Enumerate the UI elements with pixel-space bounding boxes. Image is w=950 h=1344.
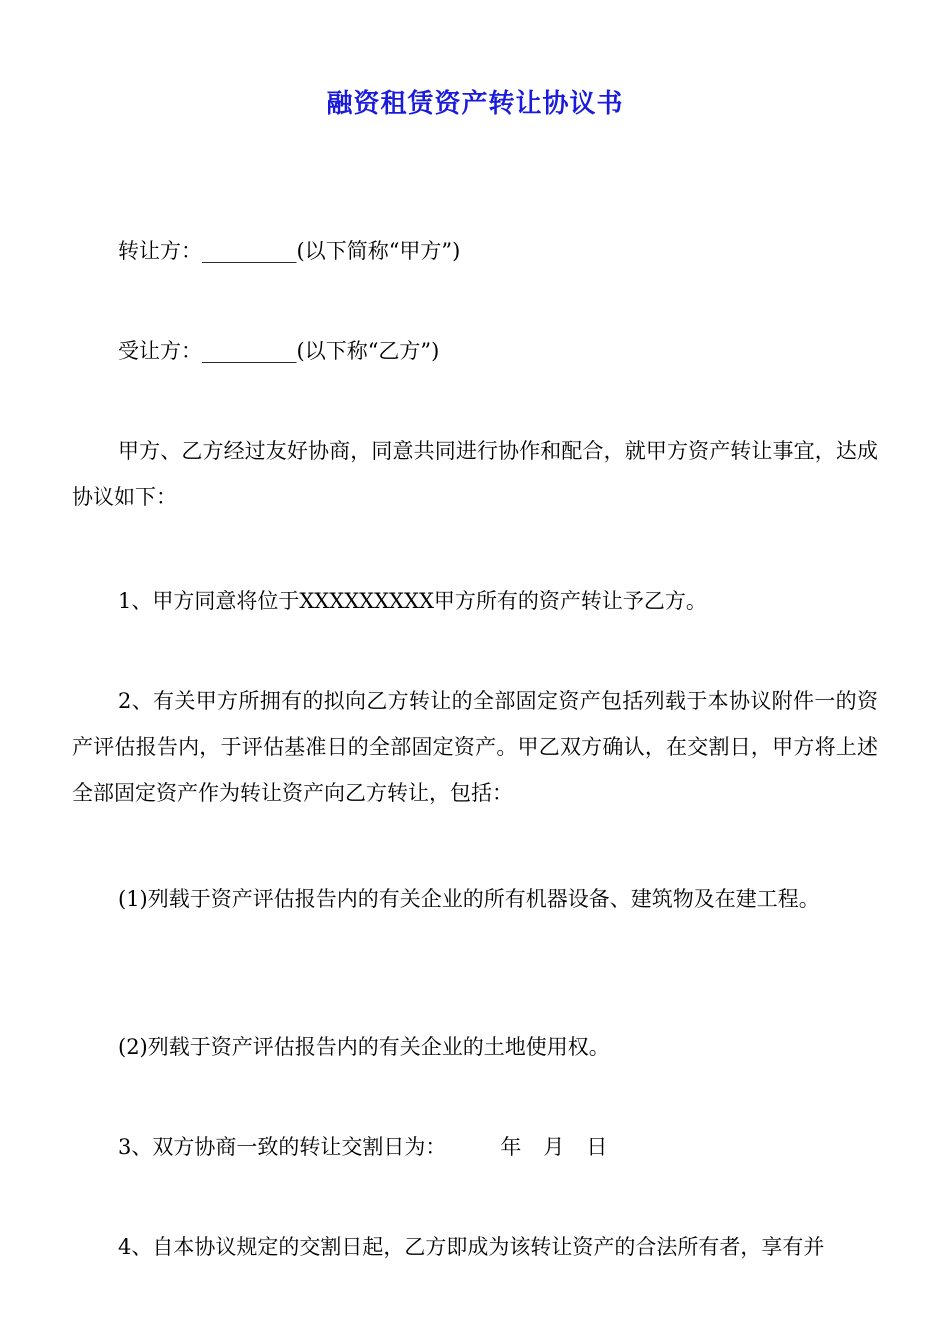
document-title: 融资租赁资产转让协议书	[326, 89, 624, 119]
transferee-line: 受让方：_________(以下称“乙方”)	[118, 339, 440, 363]
clause-3-text: 3、双方协商一致的转让交割日为：	[118, 1135, 447, 1159]
clause-2: 2、有关甲方所拥有的拟向乙方转让的全部固定资产包括列载于本协议附件一的资产评估报告内，于评估基准日的全部固定资产。甲乙双方确认，在交割日，甲方将上述全部固定资产作为转让资产向乙方转让，包括：	[72, 689, 878, 805]
date-year: 年	[500, 1135, 522, 1159]
intro-paragraph: 甲方、乙方经过友好协商，同意共同进行协作和配合，就甲方资产转让事宜，达成协议如下：	[72, 439, 878, 509]
date-month: 月	[543, 1135, 565, 1159]
date-day: 日	[586, 1135, 608, 1159]
clause-4: 4、自本协议规定的交割日起，乙方即成为该转让资产的合法所有者，享有并	[118, 1235, 825, 1259]
transferor-line: 转让方：_________(以下简称“甲方”)	[118, 239, 461, 263]
item-2: (2)列载于资产评估报告内的有关企业的土地使用权。	[118, 1035, 610, 1059]
item-1: (1)列载于资产评估报告内的有关企业的所有机器设备、建筑物及在建工程。	[118, 887, 820, 911]
clause-1: 1、甲方同意将位于XXXXXXXXX甲方所有的资产转让予乙方。	[118, 589, 707, 613]
clause-3	[118, 1124, 607, 1170]
